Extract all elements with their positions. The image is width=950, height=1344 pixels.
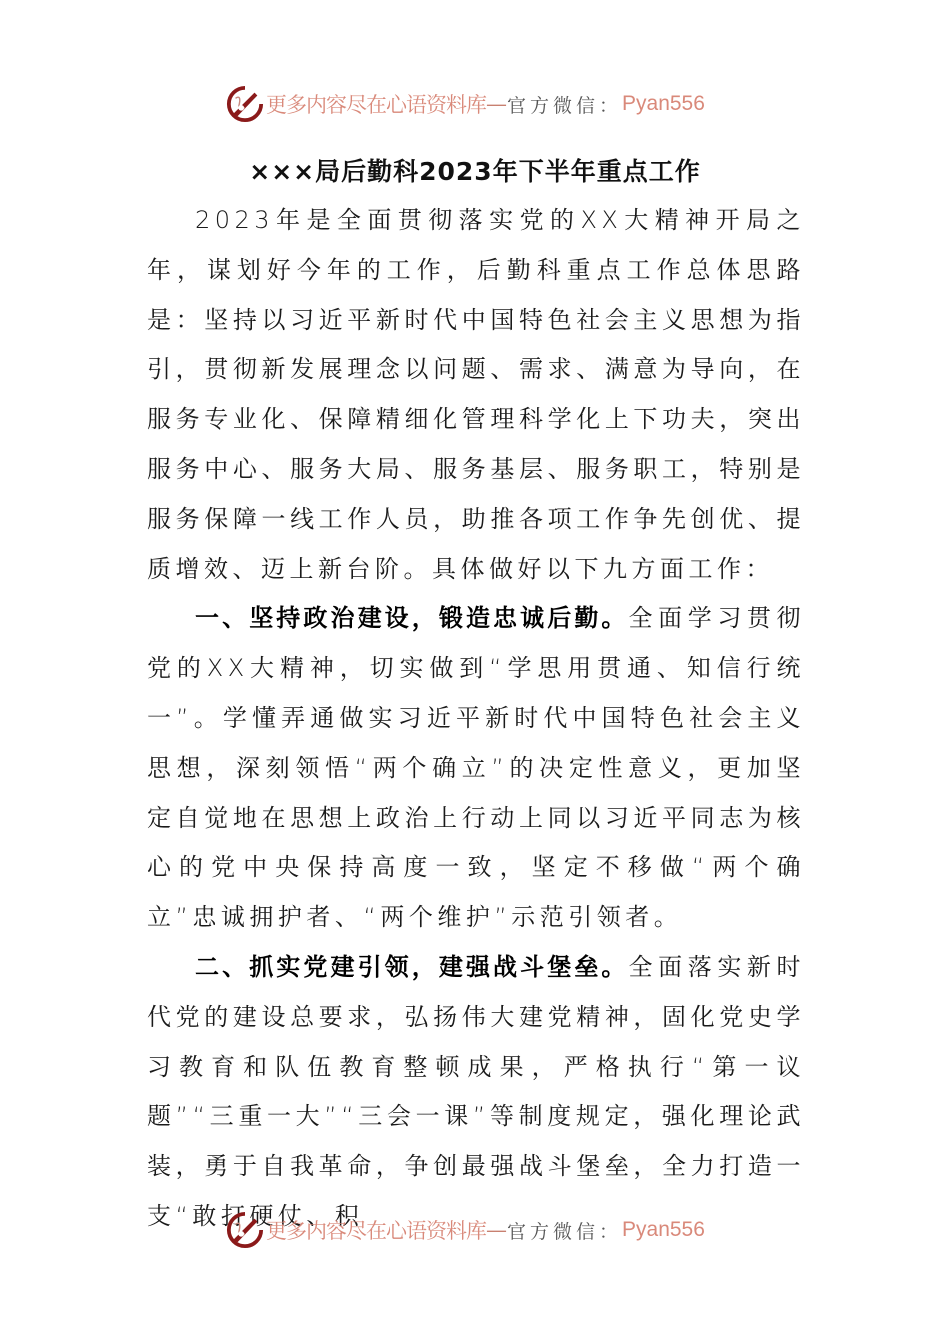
section-body: 全面落实新时代党的建设总要求，弘扬伟大建党精神，固化党史学习教育和队伍教育整顿成果，严格执行“第一议题”“三重一大”“三会一课”等制度规定，强化理论武装，勇于自我革命，争创最强战斗堡垒，全力打造一支“敢打硬仗、积 <box>147 952 806 1230</box>
intro-paragraph: 2023年是全面贯彻落实党的XX大精神开局之年，谋划好今年的工作，后勤科重点工作总体思路是：坚持以习近平新时代中国特色社会主义思想为指引，贯彻新发展理念以问题、需求、满意为导向，在服务专业化、保障精细化管理科学化上下功夫，突出服务中心、服务大局、服务基层、服务职工，特别是服务保障一线工作人员，助推各项工作争先创优、提质增效、迈上新台阶。具体做好以下九方面工作： <box>147 206 805 583</box>
section-heading: 一、坚持政治建设，锻造忠诚后勤。 <box>195 604 629 633</box>
watermark-slogan: 更多内容尽在心语资料库 <box>266 1219 486 1243</box>
watermark-slogan: 更多内容尽在心语资料库 <box>266 93 486 117</box>
watermark-footer <box>226 1208 705 1252</box>
document-title: ×××局后勤科2023年下半年重点工作 <box>249 157 701 186</box>
watermark-dash: — <box>486 92 507 116</box>
watermark-wechat-label: 官方微信： <box>507 94 623 117</box>
watermark-wechat-id: Pyan556 <box>622 92 705 115</box>
document-body <box>147 196 805 1242</box>
section-paragraph <box>147 943 805 1242</box>
quill-pen-logo-icon <box>226 1211 264 1249</box>
quill-pen-logo-icon <box>226 85 264 123</box>
watermark-wechat-id: Pyan556 <box>622 1218 705 1241</box>
section-heading: 二、抓实党建引领，建强战斗堡垒。 <box>195 952 629 981</box>
watermark-header <box>226 82 705 126</box>
watermark-dash: — <box>486 1218 507 1242</box>
section-paragraph <box>147 594 805 943</box>
watermark-wechat-label: 官方微信： <box>507 1220 623 1243</box>
section-body: 全面学习贯彻党的XX大精神，切实做到“学思用贯通、知信行统一”。学懂弄通做实习近平新时代中国特色社会主义思想，深刻领悟“两个确立”的决定性意义，更加坚定自觉地在思想上政治上行动上同以习近平同志为核心的党中央保持高度一致，坚定不移做“两个确立”忠诚拥护者、“两个维护”示范引领者。 <box>147 604 806 932</box>
